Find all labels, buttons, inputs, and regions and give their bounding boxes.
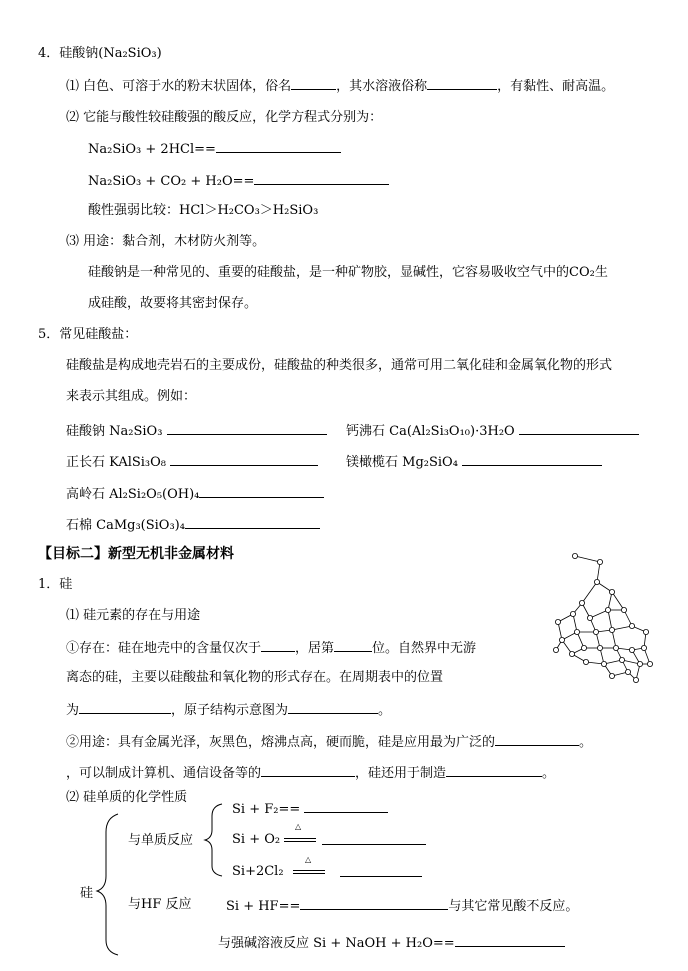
existence-3b: ，原子结构示意图为	[171, 703, 289, 718]
goal2-heading: 【目标二】新型无机非金属材料	[38, 546, 234, 562]
existence-3a: 为	[66, 703, 80, 718]
heat-triangle-2: △	[305, 855, 312, 864]
existence-3c: 。	[378, 703, 392, 718]
existence-b: ，居第	[295, 641, 335, 656]
mineral-label: 石棉 CaMg₃(SiO₃)₄	[66, 518, 185, 533]
acid-strength: 酸性强弱比较：HCl＞H₂CO₃＞H₂SiO₃	[88, 203, 319, 218]
existence-c: 位。自然界中无游	[372, 641, 477, 656]
section-4-title: 4．硅酸钠(Na₂SiO₃)	[38, 46, 162, 61]
s4-item1-c: ，有黏性、耐高温。	[497, 79, 615, 94]
eq2: Na₂SiO₃ + CO₂ + H₂O==	[88, 174, 255, 189]
s4-note-line2: 成硅酸，故要将其密封保存。	[88, 296, 258, 311]
use2-a: ，可以制成计算机、通信设备等的	[66, 766, 262, 781]
use-b: 。	[579, 735, 593, 750]
s4-item3: ⑶ 用途：黏合剂，木材防火剂等。	[66, 234, 266, 249]
s4-item2: ⑵ 它能与酸性较硅酸强的酸反应，化学方程式分别为：	[66, 110, 383, 125]
silicon-title: 1．硅	[38, 577, 73, 592]
reaction-f2-eq: Si + F₂==	[232, 802, 301, 817]
s5-paragraph-line2: 来表示其组成。例如：	[66, 389, 197, 404]
mineral-label: 硅酸钠 Na₂SiO₃	[66, 424, 163, 439]
use-a: ②用途：具有金属光泽，灰黑色，熔沸点高，硬而脆，硅是应用最为广泛的	[66, 735, 496, 750]
reaction-base-eq: Si + NaOH + H₂O==	[313, 936, 455, 951]
s5-paragraph-line1: 硅酸盐是构成地壳岩石的主要成份，硅酸盐的种类很多，通常可用二氧化硅和金属氧化物的形式	[66, 358, 613, 373]
mineral-label: 钙沸石 Ca(Al₂Si₃O₁₀)·3H₂O	[346, 424, 515, 439]
reaction-cl2-eq: Si+2Cl₂	[232, 864, 284, 879]
use2-b: ，硅还用于制造	[355, 766, 447, 781]
silicon-sub1: ⑴ 硅元素的存在与用途	[66, 608, 201, 623]
s4-item1-b: ，其水溶液俗称	[336, 79, 428, 94]
react-with-elements: 与单质反应	[128, 833, 194, 848]
s4-note-line1: 硅酸钠是一种常见的、重要的硅酸盐，是一种矿物胶，显碱性，它容易吸收空气中的CO₂生	[88, 265, 608, 280]
existence-line2: 离态的硅，主要以硅酸盐和氧化物的形式存在。在周期表中的位置	[66, 670, 444, 685]
mineral-label: 高岭石 Al₂Si₂O₅(OH)₄	[66, 487, 200, 502]
mineral-label: 镁橄榄石 Mg₂SiO₄	[346, 455, 458, 470]
silicon-char: 硅	[80, 886, 94, 901]
reaction-o2-eq: Si + O₂	[232, 832, 281, 847]
mineral-label: 正长石 KAlSi₃O₈	[66, 455, 167, 470]
react-with-hf: 与HF 反应	[128, 897, 192, 912]
s4-item1-a: ⑴ 白色、可溶于水的粉末状固体，俗名	[66, 79, 292, 94]
reaction-hf-eq: Si + HF==	[226, 899, 301, 914]
heat-triangle-1: △	[295, 822, 302, 831]
existence-a: ①存在：硅在地壳中的含量仅次于	[66, 641, 262, 656]
section-5-title: 5．常见硅酸盐：	[38, 327, 138, 342]
use2-c: 。	[542, 766, 556, 781]
reaction-hf-tail: 与其它常见酸不反应。	[448, 899, 579, 914]
silicon-sub2: ⑵ 硅单质的化学性质	[66, 790, 188, 805]
react-with-base-label: 与强碱溶液反应	[218, 936, 310, 951]
eq1: Na₂SiO₃ + 2HCl==	[88, 142, 216, 157]
